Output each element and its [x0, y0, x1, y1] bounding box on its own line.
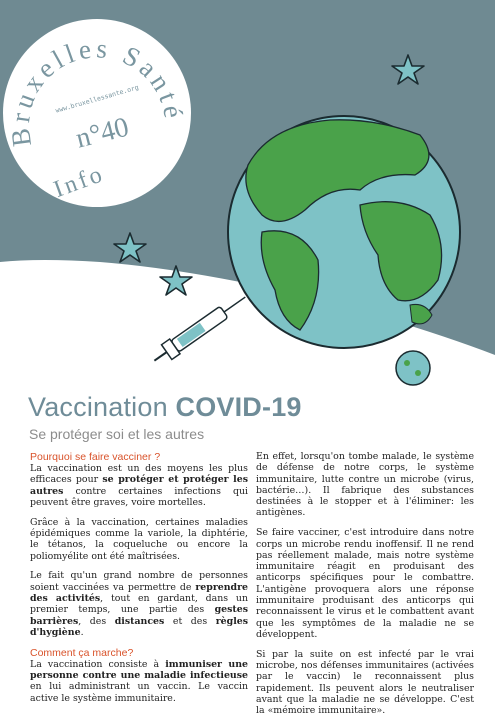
question-why: Pourquoi se faire vacciner ?	[30, 451, 161, 463]
paragraph-immune-system: En effet, lorsqu'on tombe malade, le système de défense de notre corps, le système immunitaire, lutte contre un microbe (virus, bactérie…). Il fabrique des substances destinées à le stopper et à l'éliminer: les antigènes.	[256, 451, 474, 519]
article-subtitle: Se protéger soi et les autres	[29, 426, 205, 442]
paragraph-history: Grâce à la vaccination, certaines maladies épidémiques comme la variole, la diphtérie, le tétanos, la coqueluche ou encore la poliomyélite ont été maîtrisées.	[30, 516, 248, 562]
right-column	[256, 451, 474, 725]
logo-arc-text: Bruxelles Santé	[4, 33, 190, 149]
logo-series: Info	[50, 160, 109, 204]
left-column	[30, 451, 248, 712]
syringe-icon	[149, 290, 250, 368]
article-title: Vaccination COVID-19	[28, 392, 302, 422]
virus-icon	[396, 351, 430, 385]
paragraph-why: La vaccination est un des moyens les plus efficaces pour se protéger et protéger les autres contre certaines infections qui peuvent être graves, voire mortelles.	[30, 463, 248, 508]
paragraph-activities: Le fait qu'un grand nombre de personnes soient vaccinées va permettre de reprendre des activités, tout en gardant, dans un premier temps, une partie des gestes barrières, des distances et des règles d'hygiène.	[30, 570, 248, 638]
question-how: Comment ça marche?	[30, 646, 134, 659]
globe	[228, 116, 460, 348]
paragraph-how: La vaccination consiste à immuniser une personne contre une maladie infectieuse en lui administrant un vaccin. Le vaccin active le système immunitaire.	[30, 658, 248, 704]
paragraph-memory: Si par la suite on est infecté par le vrai microbe, nos défenses immunitaires (activées par le vaccin) le reconnaissent plus rapidement. Ils peuvent alors le neutraliser avant que la maladie ne se développe. C'est la «mémoire immunitaire».	[256, 648, 474, 717]
logo-issue: n°40	[72, 111, 132, 155]
logo-site: www.bruxellessante.org	[54, 83, 140, 115]
title-covid: COVID-19	[175, 392, 302, 422]
logo-badge	[3, 19, 191, 207]
paragraph-vaccination: Se faire vacciner, c'est introduire dans notre corps un microbe rendu inoffensif. Il ne rend pas réellement malade, mais notre système immunitaire réagit en produisant des anticorps spécifiques pour le combattre. L'antigène provoquera alors une réponse immunitaire produisant des anticorps qui reconnaissent le virus et le combattent avant que les symptômes de la maladie ne se développent.	[256, 527, 474, 640]
